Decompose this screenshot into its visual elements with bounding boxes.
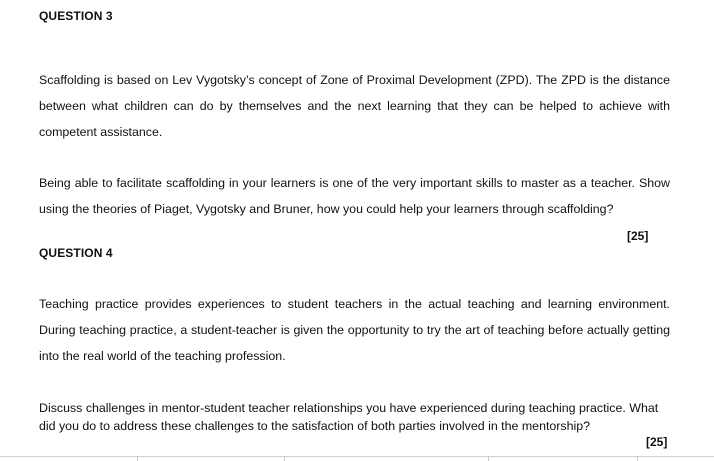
question-4-marks: [25] (646, 435, 668, 449)
page-bottom-divider (0, 456, 714, 457)
divider-tick (284, 456, 285, 461)
divider-tick (137, 456, 138, 461)
question-4-heading: QUESTION 4 (39, 246, 113, 260)
question-3-paragraph-2: Being able to facilitate scaffolding in your learners is one of the very important skills to master as a teacher. Show using the theories of Piaget, Vygotsky and Bruner, how you could help your learners through scaffolding? (39, 176, 670, 216)
question-3-paragraph-1: Scaffolding is based on Lev Vygotsky’s concept of Zone of Proximal Development (ZPD). The ZPD is the distance between what children can do by themselves and the next learning that they can be helped to achieve with competent assistance. (39, 73, 670, 139)
question-4-paragraph-1: Teaching practice provides experiences to student teachers in the actual teaching and learning environment. During teaching practice, a student-teacher is given the opportunity to try the art of teaching before actually getting into the real world of the teaching profession. (39, 297, 670, 363)
divider-tick (637, 456, 638, 461)
question-4-paragraph-2: Discuss challenges in mentor-student teacher relationships you have experienced during teaching practice. What did you do to address these challenges to the satisfaction of both parties involved in the mentorship? (39, 401, 659, 433)
question-3-marks: [25] (627, 229, 649, 243)
question-3-heading: QUESTION 3 (39, 9, 113, 23)
divider-tick (488, 456, 489, 461)
